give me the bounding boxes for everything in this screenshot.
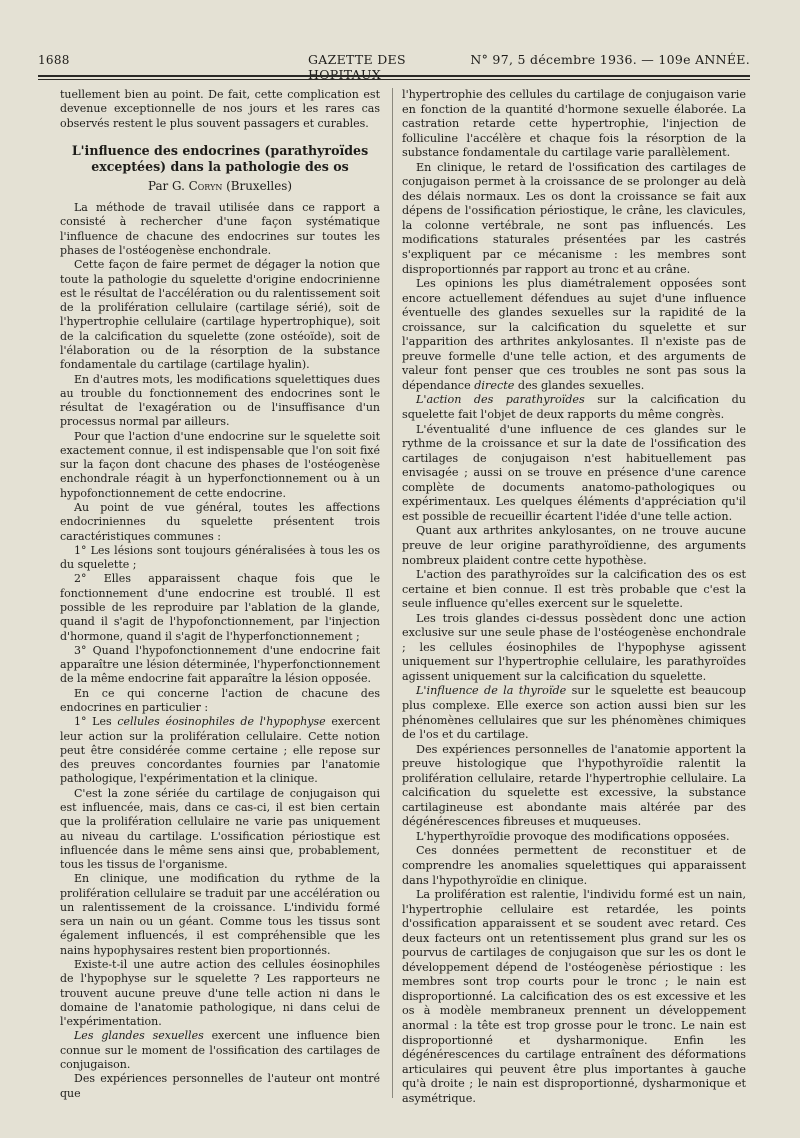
italic-term: L'action des parathyroïdes [416, 393, 585, 407]
italic-term: cellules éosinophiles de l'hypophyse [117, 715, 326, 729]
right-column [402, 88, 746, 1106]
paragraph: En clinique, une modification du rythme de la prolifération cellulaire se traduit par une accélération ou un ralentissement de la croissance. L'individu formé sera un nain ou un géant. Comme tous les tissus sont également influencés, il est compréhensible que les nains hypophysaires restent bien proportionnés. [60, 872, 380, 957]
paragraph-text: sur le squelette est beaucoup plus complexe. Elle exerce son action aussi bien sur les phénomènes cellulaires que sur les phénomènes chimiques de l'os et du cartilage. [402, 684, 747, 742]
column-divider [392, 88, 393, 1098]
list-item: 2° Elles apparaissent chaque fois que le fonctionnement d'une endocrine est troublé. Il est possible de les reproduire par l'ablation de la glande, quand il s'agit de l'hypofonctionnement, par l'injection d'hormone, quand il s'agit de l'hyperfonctionnement ; [60, 572, 380, 643]
paragraph [402, 277, 746, 393]
issue-info: N° 97, 5 décembre 1936. — 109e ANNÉE. [470, 52, 750, 67]
article-title: L'influence des endocrines (parathyroïdes exceptées) dans la pathologie des os [71, 142, 369, 174]
page-number: 1688 [38, 53, 70, 67]
paragraph: Des expériences personnelles de l'auteur ont montré que [60, 1072, 380, 1100]
left-column [60, 88, 380, 1101]
paragraph: Pour que l'action d'une endocrine sur le squelette soit exactement connue, il est indispensable que l'on soit fixé sur la façon dont chacune des phases de l'ostéogenèse enchondrale réagit à un hyperfonctionnement ou à un hypofonctionnement de cette endocrine. [60, 429, 380, 500]
paragraph: Existe-t-il une autre action des cellules éosinophiles de l'hypophyse sur le squelette ? Les rapporteurs ne trouvent aucune preuve d'une telle action ni dans le domaine de l'anatomie pathologique, ni dans celui de l'expérimentation. [60, 958, 380, 1029]
paragraph [402, 684, 746, 742]
paragraph: En clinique, le retard de l'ossification des cartilages de conjugaison permet à la croissance de se prolonger au delà des délais normaux. Les os dont la croissance se fait aux dépens de l'ossification périostique, le crâne, les clavicules, la colonne vertébrale, ne sont pas influencés. Les modifications staturales présentées par les castrés s'expliquent par ce mécanisme : les membres sont disproportionnés par rapport au tronc et au crâne. [402, 160, 746, 276]
author-prefix: Par G. [147, 178, 185, 193]
paragraph: Au point de vue général, toutes les affections endocriniennes du squelette présentent trois caractéristiques communes : [60, 501, 380, 543]
paragraph: Quant aux arthrites ankylosantes, on ne trouve aucune preuve de leur origine parathyroïdienne, des arguments nombreux plaident contre cette hypothèse. [402, 524, 746, 567]
article-author [60, 179, 380, 193]
paragraph: L'éventualité d'une influence de ces glandes sur le rythme de la croissance et sur la date de l'ossification des cartilages de conjugaison n'est habituellement pas envisagée ; aussi on se trouve en présence d'une carence complète de documents anatomo-pathologiques ou expérimentaux. Les quelques éléments d'appréciation qu'il est possible de recueillir écartent l'idée d'une telle action. [402, 422, 746, 523]
paragraph: L'action des parathyroïdes sur la calcification des os est certaine et bien connue. Il est très probable que c'est la seule influence qu'elles exercent sur le squelette. [402, 568, 746, 611]
page-header [38, 52, 750, 82]
intro-paragraph: tuellement bien au point. De fait, cette complication est devenue exceptionnelle de nos jours et les rares cas observés restent le plus souvent passagers et curables. [60, 88, 380, 130]
list-item: 3° Quand l'hypofonctionnement d'une endocrine fait apparaître une lésion déterminée, l'hyperfonctionnement de la même endocrine fait apparaître la lésion opposée. [60, 643, 380, 686]
paragraph: Des expériences personnelles de l'anatomie apportent la preuve histologique que l'hypothyroïdie ralentit la prolifération cellulaire, retarde l'hypertrophie cellulaire. La calcification du squelette est excessive, la substance cartilagineuse est abondante mais altérée par des dégénérescences fibreuses et muqueuses. [402, 742, 746, 829]
journal-name: GAZETTE DES HOPITAUX [308, 52, 406, 82]
paragraph [60, 1029, 380, 1072]
italic-term: L'influence de la thyroïde [416, 684, 567, 698]
paragraph: C'est la zone sériée du cartilage de conjugaison qui est influencée, mais, dans ce cas-ci, il est bien certain que la prolifération cellulaire ne varie pas uniquement au niveau du cartilage. L'ossification périostique est influencée dans le même sens ainsi que, probablement, tous les tissus de l'organisme. [60, 786, 380, 872]
paragraph: l'hypertrophie des cellules du cartilage de conjugaison varie en fonction de la quantité d'hormone sexuelle élaborée. La castration retarde cette hypertrophie, l'injection de folliculine l'accélère et chaque fois la résorption de la substance fondamentale du cartilage varie parallèlement. [402, 88, 746, 160]
paragraph: Les trois glandes ci-dessus possèdent donc une action exclusive sur une seule phase de l'ostéogenèse enchondrale ; les cellules éosinophiles de l'hypophyse agissent uniquement sur l'hypertrophie cellulaire, les parathyroïdes agissent uniquement sur la calcification du squelette. [402, 611, 746, 683]
italic-term: directe [474, 378, 515, 392]
paragraph: Ces données permettent de reconstituer et de comprendre les anomalies squelettiques qui apparaissent dans l'hypothyroïdie en clinique. [402, 844, 746, 887]
paragraph-text: sur la calcification du squelette fait l'objet de deux rapports du même congrès. [402, 393, 746, 422]
paragraph-text: Les opinions les plus diamétralement opposées sont encore actuellement défendues au sujet d'une influence éventuelle des glandes sexuelles sur la rapidité de la croissance, sur la calcification du squelette et sur l'apparition des arthrites ankylosantes. Il n'existe pas de preuve formelle d'une telle action, et des arguments de valeur font penser que ces troubles ne sont pas sous la dépendance [402, 277, 746, 392]
paragraph: La prolifération est ralentie, l'individu formé est un nain, l'hypertrophie cellulaire est retardée, les points d'ossification apparaissent et se soudent avec retard. Ces deux facteurs ont un retentissement plus grand sur les os pourvus de cartilages de conjugaison que sur les os dont le développement dépend de l'ostéogenèse périostique : les membres sont trop courts pour le tronc ; le nain est disproportionné. La calcification des os est excessive et les os à modèle membraneux prennent un développement anormal : la tête est trop grosse pour le tronc. Le nain est disproportionné et dysharmonique. Enfin les dégénérescences du cartilage entraînent des déformations articulaires qui peuvent être plus importantes à gauche qu'à droite ; le nain est disproportionné, dysharmonique et asymétrique. [402, 888, 746, 1105]
paragraph [402, 393, 746, 422]
paragraph: En ce qui concerne l'action de chacune des endocrines en particulier : [60, 686, 380, 714]
paragraph: La méthode de travail utilisée dans ce rapport a consisté à rechercher d'une façon systématique l'influence de chacune des endocrines sur toutes les phases de l'ostéogenèse enchondrale. [60, 201, 380, 257]
item-prefix: 1° Les [74, 715, 112, 729]
italic-term: Les glandes sexuelles [74, 1029, 204, 1043]
item-text: exercent leur action sur la prolifération cellulaire. Cette notion peut être considérée comme certaine ; elle repose sur des preuves concordantes fournies par l'anatomie pathologique, l'expérimentation et la clinique. [60, 715, 380, 786]
author-city: (Bruxelles) [226, 178, 292, 193]
author-name: Coryn [188, 178, 223, 193]
list-item: 1° Les lésions sont toujours généralisées à tous les os du squelette ; [60, 543, 380, 572]
paragraph: En d'autres mots, les modifications squelettiques dues au trouble du fonctionnement des endocrines sont le résultat de l'exagération ou de l'insuffisance d'un processus normal par ailleurs. [60, 372, 380, 429]
list-item [60, 715, 380, 786]
header-rule [38, 75, 750, 80]
paragraph-text: des glandes sexuelles. [517, 378, 645, 392]
paragraph: Cette façon de faire permet de dégager la notion que toute la pathologie du squelette d'origine endocrinienne est le résultat de l'accélération ou du ralentissement soit de la prolifération cellulaire (cartilage sérié), soit de l'hypertrophie cellulaire (cartilage hypertrophique), soit de la calcification du squelette (zone ostéoïde), soit de l'élaboration ou de la résorption de la substance fondamentale du cartilage (cartilage hyalin). [60, 258, 380, 372]
paragraph-text: exercent une influence bien connue sur le moment de l'ossification des cartilages de conjugaison. [60, 1029, 380, 1071]
paragraph: L'hyperthyroïdie provoque des modifications opposées. [416, 829, 730, 843]
